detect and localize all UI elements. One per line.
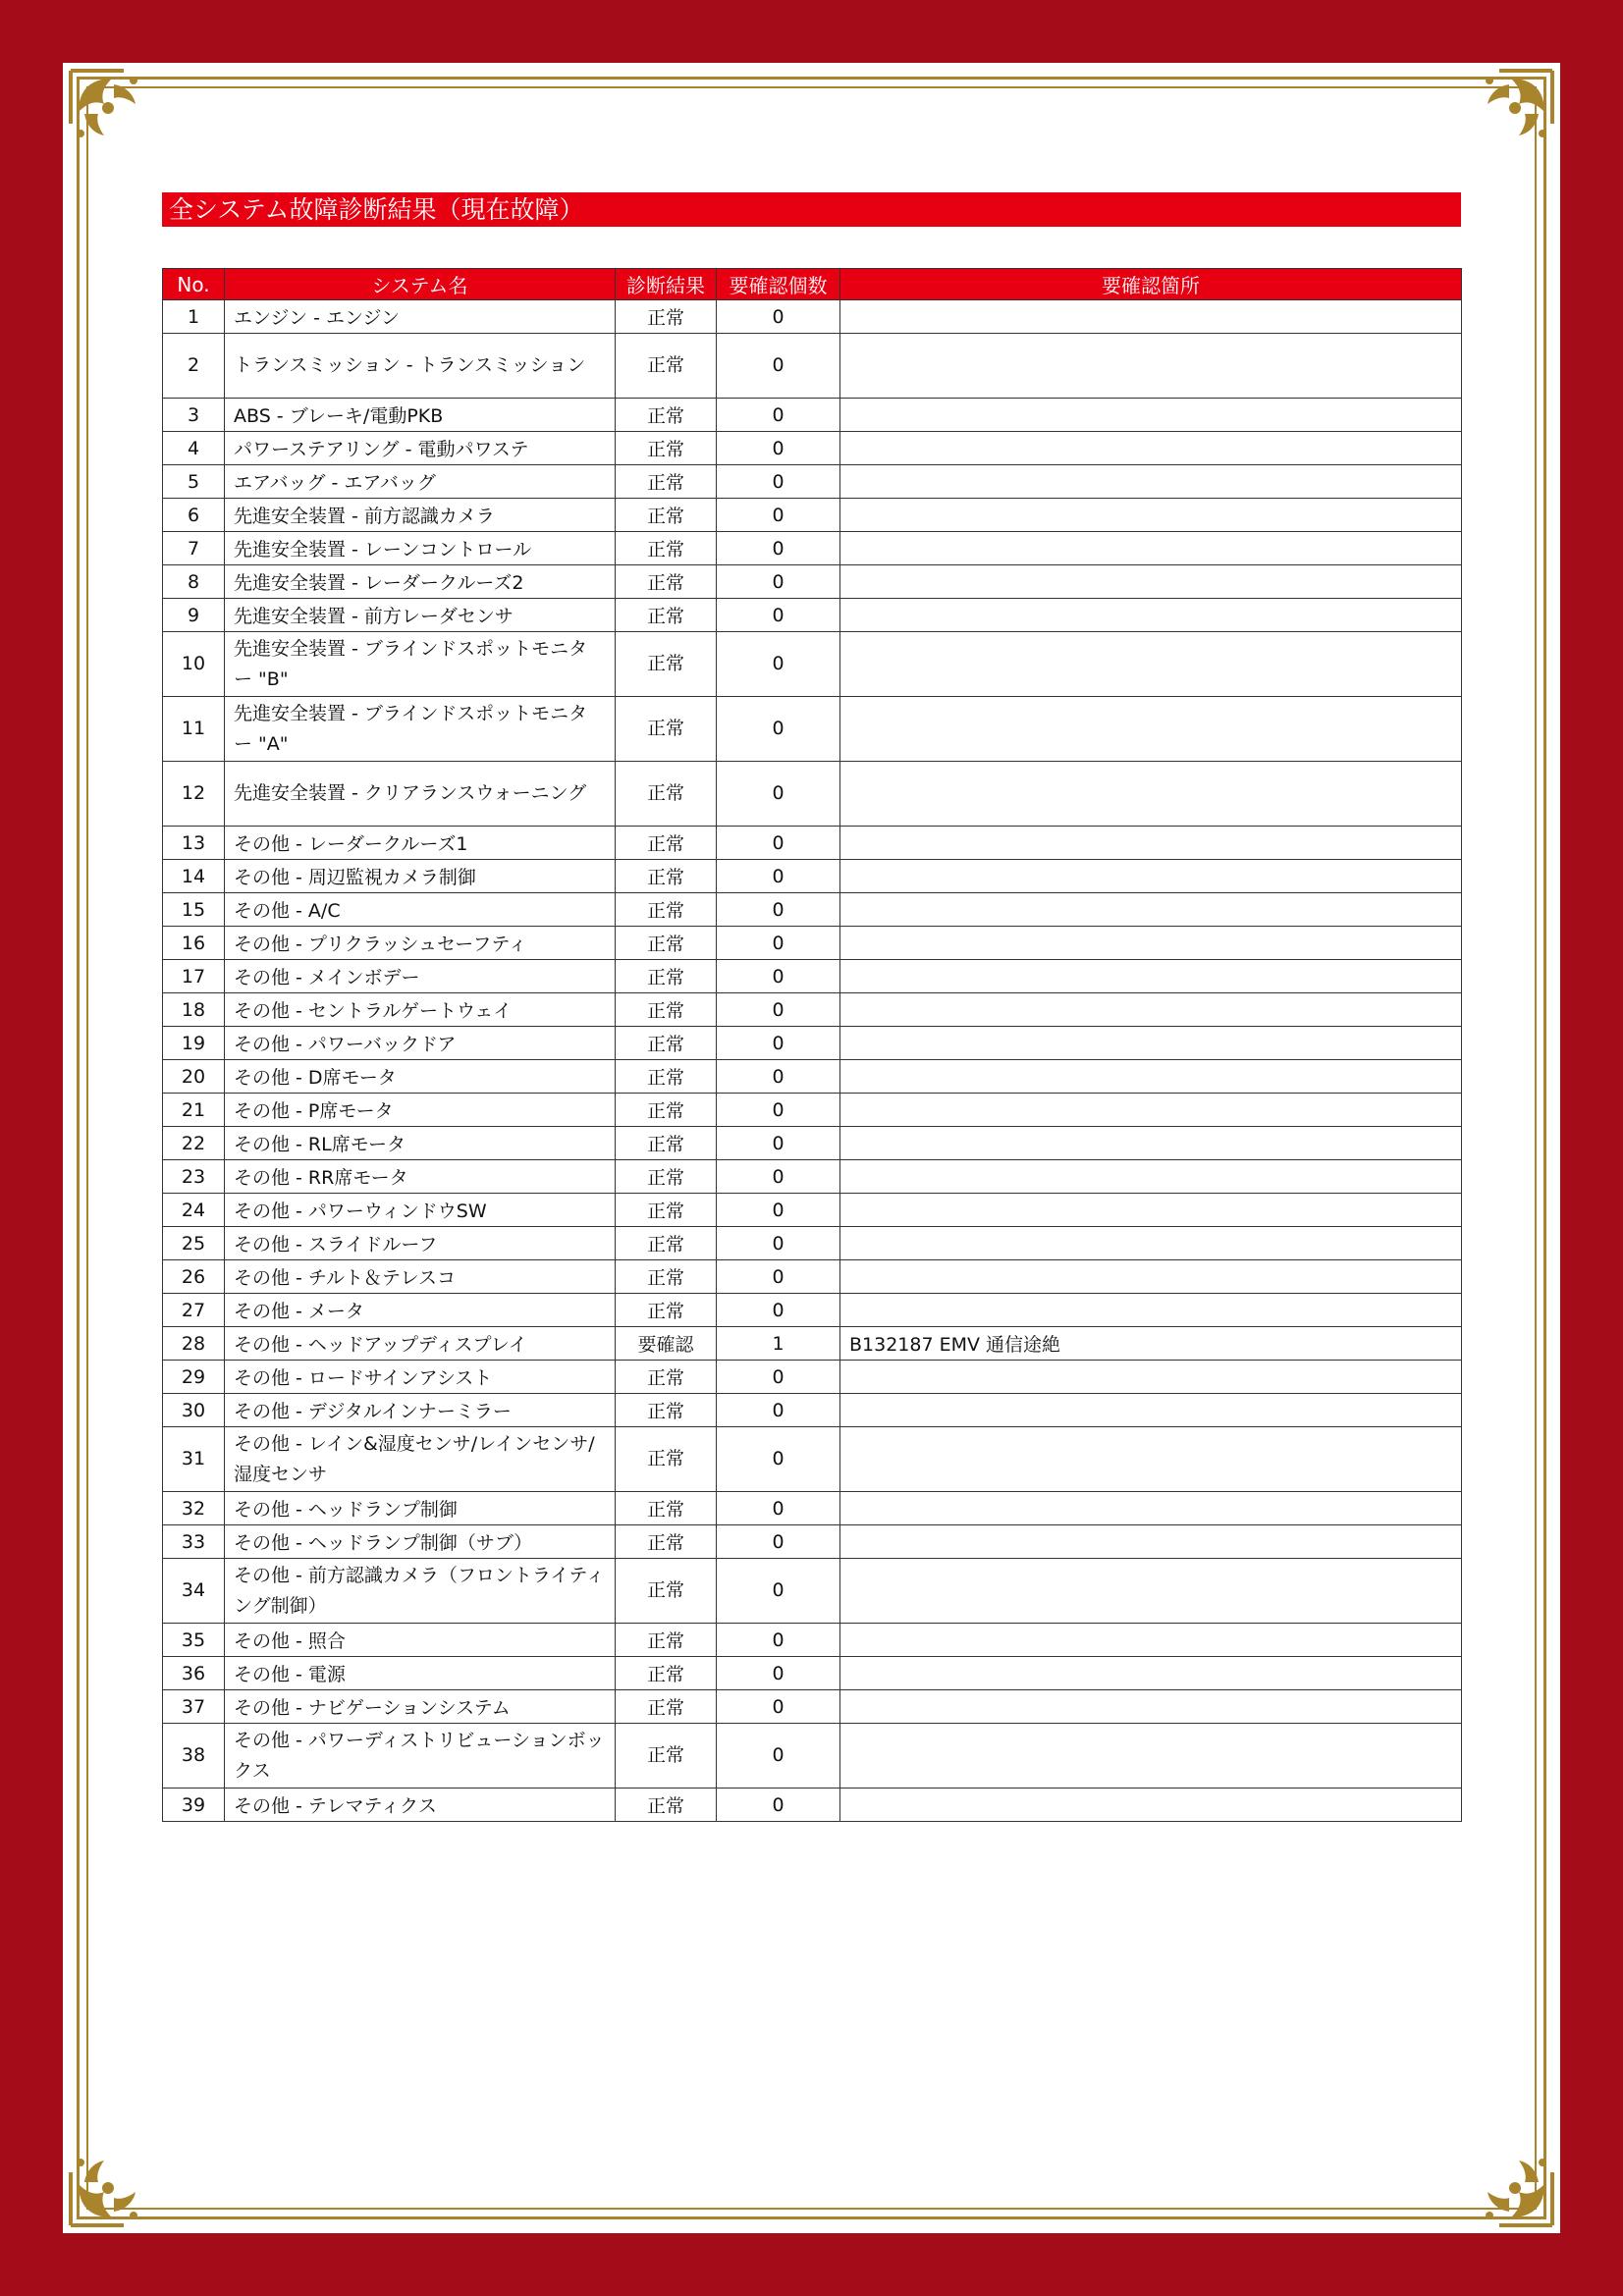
table-row	[163, 532, 1462, 565]
row-check-location	[840, 1492, 1462, 1525]
row-no: 13	[163, 827, 225, 860]
row-no: 18	[163, 993, 225, 1027]
row-check-count: 0	[717, 1789, 840, 1822]
row-check-location	[840, 1127, 1462, 1160]
row-system-name: その他 - セントラルゲートウェイ	[225, 993, 616, 1027]
row-result: 正常	[616, 1394, 717, 1427]
row-check-location	[840, 1361, 1462, 1394]
row-result: 正常	[616, 1094, 717, 1127]
table-row	[163, 1327, 1462, 1361]
row-check-count: 0	[717, 1657, 840, 1690]
header-system-name: システム名	[225, 269, 616, 300]
row-check-location	[840, 927, 1462, 960]
row-check-count: 0	[717, 1427, 840, 1492]
row-check-count: 1	[717, 1327, 840, 1361]
row-system-name: その他 - レーダークルーズ1	[225, 827, 616, 860]
table-row	[163, 432, 1462, 465]
row-check-location	[840, 599, 1462, 632]
row-result: 正常	[616, 1559, 717, 1624]
row-no: 38	[163, 1724, 225, 1789]
corner-flourish-icon	[65, 65, 159, 159]
row-result: 正常	[616, 334, 717, 399]
row-no: 8	[163, 565, 225, 599]
row-check-count: 0	[717, 1227, 840, 1260]
table-row	[163, 1724, 1462, 1789]
row-no: 2	[163, 334, 225, 399]
row-check-count: 0	[717, 1160, 840, 1194]
table-row	[163, 993, 1462, 1027]
row-check-count: 0	[717, 599, 840, 632]
row-check-count: 0	[717, 1127, 840, 1160]
row-result: 正常	[616, 893, 717, 927]
row-no: 11	[163, 697, 225, 762]
row-result: 正常	[616, 860, 717, 893]
row-system-name: 先進安全装置 - 前方認識カメラ	[225, 499, 616, 532]
row-no: 7	[163, 532, 225, 565]
row-result: 正常	[616, 465, 717, 499]
header-check-location: 要確認箇所	[840, 269, 1462, 300]
row-system-name: エンジン - エンジン	[225, 300, 616, 334]
table-row	[163, 1060, 1462, 1094]
row-check-location	[840, 1657, 1462, 1690]
row-check-count: 0	[717, 960, 840, 993]
row-check-location	[840, 762, 1462, 827]
row-no: 5	[163, 465, 225, 499]
row-check-location	[840, 697, 1462, 762]
row-result: 正常	[616, 499, 717, 532]
row-result: 正常	[616, 1260, 717, 1294]
row-system-name: その他 - メインボデー	[225, 960, 616, 993]
row-system-name: 先進安全装置 - レーンコントロール	[225, 532, 616, 565]
row-system-name: その他 - ナビゲーションシステム	[225, 1690, 616, 1724]
row-no: 39	[163, 1789, 225, 1822]
row-check-location	[840, 1060, 1462, 1094]
row-system-name: その他 - パワーバックドア	[225, 1027, 616, 1060]
row-check-location	[840, 993, 1462, 1027]
row-check-location	[840, 532, 1462, 565]
table-row	[163, 927, 1462, 960]
report-page	[63, 63, 1560, 2233]
row-check-count: 0	[717, 465, 840, 499]
row-check-location	[840, 1227, 1462, 1260]
row-check-count: 0	[717, 697, 840, 762]
row-system-name: トランスミッション - トランスミッション	[225, 334, 616, 399]
row-check-count: 0	[717, 1724, 840, 1789]
row-check-count: 0	[717, 1194, 840, 1227]
row-system-name: その他 - プリクラッシュセーフティ	[225, 927, 616, 960]
table-row	[163, 1394, 1462, 1427]
table-row	[163, 632, 1462, 697]
row-result: 正常	[616, 1657, 717, 1690]
table-row	[163, 1361, 1462, 1394]
row-check-count: 0	[717, 1525, 840, 1559]
row-result: 正常	[616, 1492, 717, 1525]
row-no: 3	[163, 399, 225, 432]
corner-flourish-icon	[1464, 65, 1558, 159]
row-system-name: その他 - レイン&湿度センサ/レインセンサ/湿度センサ	[225, 1427, 616, 1492]
row-system-name: その他 - ヘッドアップディスプレイ	[225, 1327, 616, 1361]
row-system-name: その他 - 照合	[225, 1624, 616, 1657]
row-result: 正常	[616, 1789, 717, 1822]
row-check-count: 0	[717, 1690, 840, 1724]
row-check-location	[840, 465, 1462, 499]
row-system-name: その他 - パワーディストリビューションボックス	[225, 1724, 616, 1789]
row-no: 12	[163, 762, 225, 827]
row-check-location	[840, 1427, 1462, 1492]
row-result: 正常	[616, 762, 717, 827]
row-check-location	[840, 1027, 1462, 1060]
row-result: 正常	[616, 1160, 717, 1194]
row-result: 正常	[616, 1060, 717, 1094]
row-check-count: 0	[717, 1361, 840, 1394]
row-no: 36	[163, 1657, 225, 1690]
row-result: 正常	[616, 1294, 717, 1327]
row-result: 正常	[616, 1361, 717, 1394]
row-result: 正常	[616, 827, 717, 860]
row-check-location	[840, 1394, 1462, 1427]
row-result: 正常	[616, 1127, 717, 1160]
row-check-location: B132187 EMV 通信途絶	[840, 1327, 1462, 1361]
row-result: 正常	[616, 599, 717, 632]
row-check-count: 0	[717, 499, 840, 532]
row-no: 29	[163, 1361, 225, 1394]
row-no: 25	[163, 1227, 225, 1260]
row-no: 28	[163, 1327, 225, 1361]
row-check-count: 0	[717, 565, 840, 599]
table-row	[163, 1194, 1462, 1227]
row-check-count: 0	[717, 532, 840, 565]
table-row	[163, 1294, 1462, 1327]
row-check-location	[840, 1094, 1462, 1127]
row-system-name: 先進安全装置 - レーダークルーズ2	[225, 565, 616, 599]
row-check-location	[840, 860, 1462, 893]
row-result: 正常	[616, 432, 717, 465]
row-system-name: その他 - 電源	[225, 1657, 616, 1690]
header-no: No.	[163, 269, 225, 300]
row-system-name: その他 - 周辺監視カメラ制御	[225, 860, 616, 893]
row-result: 正常	[616, 1724, 717, 1789]
row-no: 16	[163, 927, 225, 960]
row-result: 正常	[616, 1427, 717, 1492]
table-row	[163, 334, 1462, 399]
row-no: 4	[163, 432, 225, 465]
row-check-count: 0	[717, 1060, 840, 1094]
row-check-count: 0	[717, 1294, 840, 1327]
row-no: 30	[163, 1394, 225, 1427]
corner-flourish-icon	[65, 2137, 159, 2231]
header-result: 診断結果	[616, 269, 717, 300]
row-check-count: 0	[717, 827, 840, 860]
table-row	[163, 300, 1462, 334]
row-result: 正常	[616, 1624, 717, 1657]
row-no: 17	[163, 960, 225, 993]
row-no: 24	[163, 1194, 225, 1227]
row-result: 正常	[616, 1690, 717, 1724]
row-no: 33	[163, 1525, 225, 1559]
row-result: 正常	[616, 960, 717, 993]
row-result: 正常	[616, 697, 717, 762]
row-result: 正常	[616, 1525, 717, 1559]
corner-flourish-icon	[1464, 2137, 1558, 2231]
row-system-name: その他 - メータ	[225, 1294, 616, 1327]
row-no: 9	[163, 599, 225, 632]
row-system-name: その他 - A/C	[225, 893, 616, 927]
row-system-name: 先進安全装置 - ブラインドスポットモニター "A"	[225, 697, 616, 762]
table-row	[163, 762, 1462, 827]
row-system-name: その他 - テレマティクス	[225, 1789, 616, 1822]
row-system-name: 先進安全装置 - クリアランスウォーニング	[225, 762, 616, 827]
row-check-count: 0	[717, 1094, 840, 1127]
row-check-count: 0	[717, 1394, 840, 1427]
row-system-name: 先進安全装置 - ブラインドスポットモニター "B"	[225, 632, 616, 697]
row-check-count: 0	[717, 1027, 840, 1060]
row-result: 正常	[616, 399, 717, 432]
row-system-name: その他 - パワーウィンドウSW	[225, 1194, 616, 1227]
row-no: 15	[163, 893, 225, 927]
table-header-row	[163, 269, 1462, 300]
row-no: 21	[163, 1094, 225, 1127]
row-result: 正常	[616, 1194, 717, 1227]
row-check-count: 0	[717, 1260, 840, 1294]
row-result: 要確認	[616, 1327, 717, 1361]
row-no: 22	[163, 1127, 225, 1160]
row-check-location	[840, 1624, 1462, 1657]
table-row	[163, 465, 1462, 499]
table-row	[163, 960, 1462, 993]
row-check-location	[840, 1789, 1462, 1822]
row-check-count: 0	[717, 1559, 840, 1624]
table-row	[163, 1525, 1462, 1559]
row-no: 20	[163, 1060, 225, 1094]
row-check-location	[840, 1294, 1462, 1327]
table-row	[163, 399, 1462, 432]
row-system-name: その他 - 前方認識カメラ（フロントライティング制御）	[225, 1559, 616, 1624]
row-no: 14	[163, 860, 225, 893]
row-system-name: その他 - D席モータ	[225, 1060, 616, 1094]
row-system-name: その他 - スライドルーフ	[225, 1227, 616, 1260]
row-check-location	[840, 1690, 1462, 1724]
table-row	[163, 697, 1462, 762]
row-check-location	[840, 565, 1462, 599]
row-check-location	[840, 432, 1462, 465]
table-row	[163, 1559, 1462, 1624]
table-body	[163, 300, 1462, 1822]
table-row	[163, 1027, 1462, 1060]
table-row	[163, 565, 1462, 599]
header-check-count: 要確認個数	[717, 269, 840, 300]
row-check-location	[840, 1559, 1462, 1624]
row-result: 正常	[616, 632, 717, 697]
row-check-count: 0	[717, 300, 840, 334]
row-result: 正常	[616, 532, 717, 565]
row-check-count: 0	[717, 399, 840, 432]
row-system-name: ABS - ブレーキ/電動PKB	[225, 399, 616, 432]
row-check-count: 0	[717, 762, 840, 827]
table-row	[163, 860, 1462, 893]
row-check-count: 0	[717, 993, 840, 1027]
table-row	[163, 827, 1462, 860]
row-check-count: 0	[717, 432, 840, 465]
table-row	[163, 1427, 1462, 1492]
table-row	[163, 1624, 1462, 1657]
row-result: 正常	[616, 300, 717, 334]
row-result: 正常	[616, 565, 717, 599]
row-system-name: その他 - ヘッドランプ制御（サブ）	[225, 1525, 616, 1559]
row-result: 正常	[616, 993, 717, 1027]
row-no: 37	[163, 1690, 225, 1724]
row-system-name: その他 - ロードサインアシスト	[225, 1361, 616, 1394]
row-no: 27	[163, 1294, 225, 1327]
row-no: 26	[163, 1260, 225, 1294]
row-check-location	[840, 1160, 1462, 1194]
row-check-location	[840, 1260, 1462, 1294]
row-check-count: 0	[717, 927, 840, 960]
row-system-name: パワーステアリング - 電動パワステ	[225, 432, 616, 465]
row-no: 1	[163, 300, 225, 334]
table-row	[163, 893, 1462, 927]
row-system-name: その他 - デジタルインナーミラー	[225, 1394, 616, 1427]
diagnosis-table	[162, 268, 1462, 1822]
row-system-name: その他 - RR席モータ	[225, 1160, 616, 1194]
row-no: 31	[163, 1427, 225, 1492]
row-check-count: 0	[717, 1492, 840, 1525]
row-check-location	[840, 399, 1462, 432]
row-system-name: その他 - ヘッドランプ制御	[225, 1492, 616, 1525]
row-check-count: 0	[717, 893, 840, 927]
row-check-location	[840, 1525, 1462, 1559]
report-title: 全システム故障診断結果（現在故障）	[162, 192, 1461, 227]
row-check-location	[840, 300, 1462, 334]
row-check-location	[840, 499, 1462, 532]
row-check-count: 0	[717, 334, 840, 399]
row-system-name: 先進安全装置 - 前方レーダセンサ	[225, 599, 616, 632]
row-no: 32	[163, 1492, 225, 1525]
table-row	[163, 1789, 1462, 1822]
row-no: 35	[163, 1624, 225, 1657]
row-result: 正常	[616, 1027, 717, 1060]
row-check-location	[840, 632, 1462, 697]
row-no: 34	[163, 1559, 225, 1624]
row-check-location	[840, 827, 1462, 860]
row-no: 6	[163, 499, 225, 532]
table-row	[163, 1492, 1462, 1525]
table-row	[163, 1657, 1462, 1690]
row-check-location	[840, 1724, 1462, 1789]
row-check-count: 0	[717, 860, 840, 893]
table-row	[163, 1127, 1462, 1160]
row-system-name: その他 - RL席モータ	[225, 1127, 616, 1160]
row-no: 23	[163, 1160, 225, 1194]
table-row	[163, 1260, 1462, 1294]
row-check-location	[840, 1194, 1462, 1227]
table-row	[163, 1160, 1462, 1194]
row-result: 正常	[616, 1227, 717, 1260]
row-result: 正常	[616, 927, 717, 960]
row-check-count: 0	[717, 632, 840, 697]
row-system-name: その他 - チルト＆テレスコ	[225, 1260, 616, 1294]
row-check-count: 0	[717, 1624, 840, 1657]
table-row	[163, 599, 1462, 632]
row-no: 19	[163, 1027, 225, 1060]
row-system-name: エアバッグ - エアバッグ	[225, 465, 616, 499]
row-check-location	[840, 334, 1462, 399]
table-row	[163, 1690, 1462, 1724]
row-no: 10	[163, 632, 225, 697]
row-check-location	[840, 893, 1462, 927]
row-check-location	[840, 960, 1462, 993]
row-system-name: その他 - P席モータ	[225, 1094, 616, 1127]
table-row	[163, 1094, 1462, 1127]
table-row	[163, 499, 1462, 532]
table-row	[163, 1227, 1462, 1260]
